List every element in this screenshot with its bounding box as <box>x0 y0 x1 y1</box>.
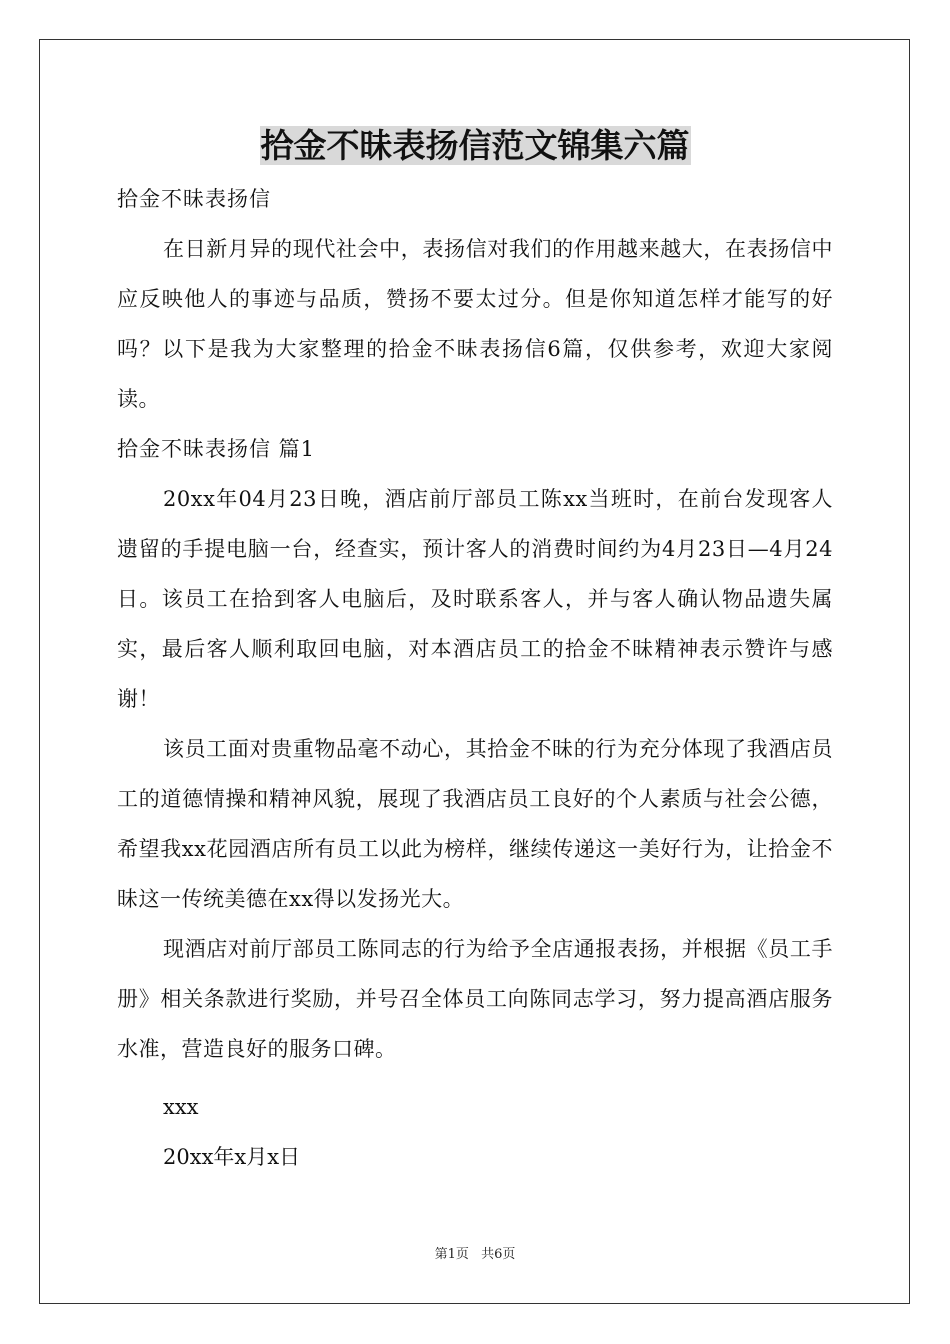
body-paragraph-3: 现酒店对前厅部员工陈同志的行为给予全店通报表扬，并根据《员工手册》相关条款进行奖励，并号召全体员工向陈同志学习，努力提高酒店服务水准，营造良好的服务口碑。 <box>117 937 833 1061</box>
signature: xxx <box>163 1095 199 1119</box>
document-title: 拾金不昧表扬信范文锦集六篇 <box>260 126 690 165</box>
signature-date: 20xx年x月x日 <box>163 1145 301 1169</box>
page-number-current: 第1页 <box>434 1247 469 1262</box>
section-heading-1: 拾金不昧表扬信 篇1 <box>117 437 316 461</box>
page-footer <box>0 1246 950 1264</box>
document-body <box>117 120 833 1182</box>
body-paragraph-1: 20xx年04月23日晚，酒店前厅部员工陈xx当班时，在前台发现客人遗留的手提电脑一台，经查实，预计客人的消费时间约为4月23日—4月24日。该员工在拾到客人电脑后，及时联系客人，并与客人确认物品遗失属实，最后客人顺利取回电脑，对本酒店员工的拾金不昧精神表示赞许与感谢！ <box>117 487 833 711</box>
intro-heading: 拾金不昧表扬信 <box>117 187 271 211</box>
page-number-total: 共6页 <box>481 1247 516 1262</box>
intro-paragraph: 在日新月异的现代社会中，表扬信对我们的作用越来越大，在表扬信中应反映他人的事迹与品质，赞扬不要太过分。但是你知道怎样才能写的好吗？以下是我为大家整理的拾金不昧表扬信6篇，仅供参考，欢迎大家阅读。 <box>117 237 833 411</box>
body-paragraph-2: 该员工面对贵重物品毫不动心，其拾金不昧的行为充分体现了我酒店员工的道德情操和精神风貌，展现了我酒店员工良好的个人素质与社会公德，希望我xx花园酒店所有员工以此为榜样，继续传递这一美好行为，让拾金不昧这一传统美德在xx得以发扬光大。 <box>117 737 833 911</box>
